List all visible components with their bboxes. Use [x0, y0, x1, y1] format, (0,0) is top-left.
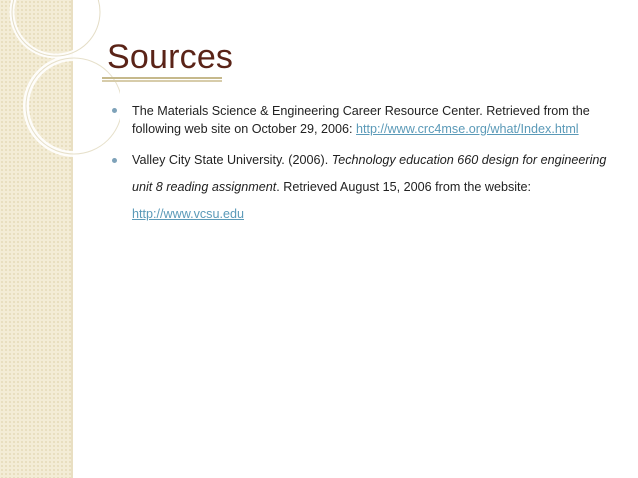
title-underline-top	[102, 77, 222, 79]
decorative-rings	[0, 0, 120, 180]
source-2-text-after: . Retrieved August 15, 2006 from the website:	[276, 180, 532, 194]
source-2-title: Technology education 660 design for engineering unit 8 reading assignment	[132, 153, 607, 194]
source-1-text: The Materials Science & Engineering Career Resource Center. Retrieved from the following web site on October 29, 2006:	[132, 104, 590, 136]
sources-list	[112, 102, 612, 228]
source-2-link[interactable]: http://www.vcsu.edu	[132, 207, 244, 221]
source-entry-2	[112, 147, 612, 228]
page-title: Sources	[107, 38, 234, 76]
bullet-icon	[112, 158, 117, 163]
bullet-icon	[112, 108, 117, 113]
source-2-text-before: Valley City State University. (2006).	[132, 153, 332, 167]
title-underline	[102, 77, 222, 82]
title-underline-bottom	[102, 80, 222, 82]
source-1-link[interactable]: http://www.crc4mse.org/what/Index.html	[356, 122, 579, 136]
source-entry-1	[112, 102, 612, 138]
